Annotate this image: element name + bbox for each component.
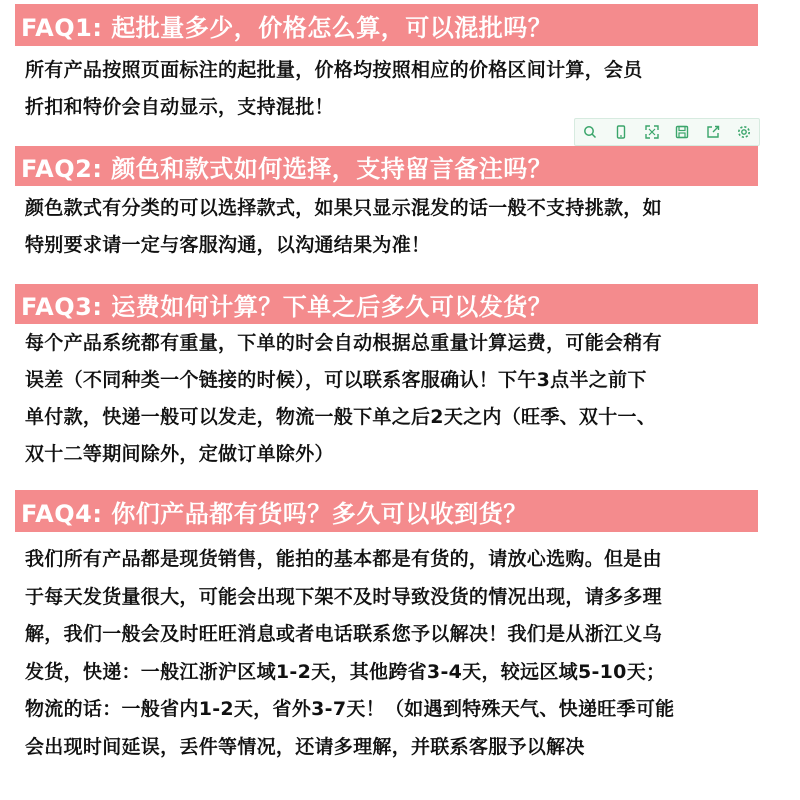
settings-icon[interactable] bbox=[735, 123, 753, 141]
faq4-line-3: 解，我们一般会及时旺旺消息或者电话联系您予以解决！我们是从浙江义乌 bbox=[25, 623, 662, 645]
faq4-line-1: 我们所有产品都是现货销售，能拍的基本都是有货的，请放心选购。但是由 bbox=[25, 548, 662, 570]
faq4-title: FAQ4: 你们产品都有货吗？多久可以收到货？ bbox=[15, 490, 758, 532]
faq3-line-3: 单付款，快递一般可以发走，物流一般下单之后2天之内（旺季、双十一、 bbox=[25, 406, 657, 428]
faq3-line-1: 每个产品系统都有重量，下单的时会自动根据总重量计算运费，可能会稍有 bbox=[25, 332, 662, 354]
faq4-line-6: 会出现时间延误，丢件等情况，还请多理解，并联系客服予以解决 bbox=[25, 735, 585, 758]
faq1-title: FAQ1: 起批量多少，价格怎么算，可以混批吗？ bbox=[15, 4, 758, 46]
faq2-answer bbox=[25, 190, 775, 264]
faq4-line-5: 物流的话：一般省内1-2天，省外3-7天！（如遇到特殊天气、快递旺季可能 bbox=[25, 698, 675, 720]
faq4-line-2: 于每天发货量很大，可能会出现下架不及时导致没货的情况出现，请多多理 bbox=[25, 585, 662, 608]
expand-icon[interactable] bbox=[643, 123, 661, 141]
share-icon[interactable] bbox=[704, 123, 722, 141]
faq1-answer bbox=[25, 52, 775, 126]
faq3-line-2: 误差（不同种类一个链接的时候），可以联系客服确认！下午3点半之前下 bbox=[25, 369, 647, 391]
faq4-line-4: 发货，快递：一般江浙沪区域1-2天，其他跨省3-4天，较远区域5-10天； bbox=[25, 660, 666, 683]
image-toolbar bbox=[574, 118, 760, 146]
faq2-line-1: 颜色款式有分类的可以选择款式，如果只显示混发的话一般不支持挑款，如 bbox=[25, 197, 662, 219]
faq1-line-2: 折扣和特价会自动显示，支持混批！ bbox=[25, 96, 334, 118]
faq2-line-2: 特别要求请一定与客服沟通，以沟通结果为准！ bbox=[25, 234, 431, 256]
faq2-title: FAQ2: 颜色和款式如何选择，支持留言备注吗？ bbox=[15, 146, 758, 186]
faq3-title: FAQ3: 运费如何计算？下单之后多久可以发货？ bbox=[15, 284, 758, 324]
faq1-line-1: 所有产品按照页面标注的起批量，价格均按照相应的价格区间计算，会员 bbox=[25, 59, 643, 81]
save-icon[interactable] bbox=[673, 123, 691, 141]
faq4-answer bbox=[25, 541, 775, 766]
search-icon[interactable] bbox=[581, 123, 599, 141]
faq3-answer bbox=[25, 325, 775, 473]
faq3-line-4: 双十二等期间除外，定做订单除外） bbox=[25, 443, 334, 465]
phone-icon[interactable] bbox=[612, 123, 630, 141]
